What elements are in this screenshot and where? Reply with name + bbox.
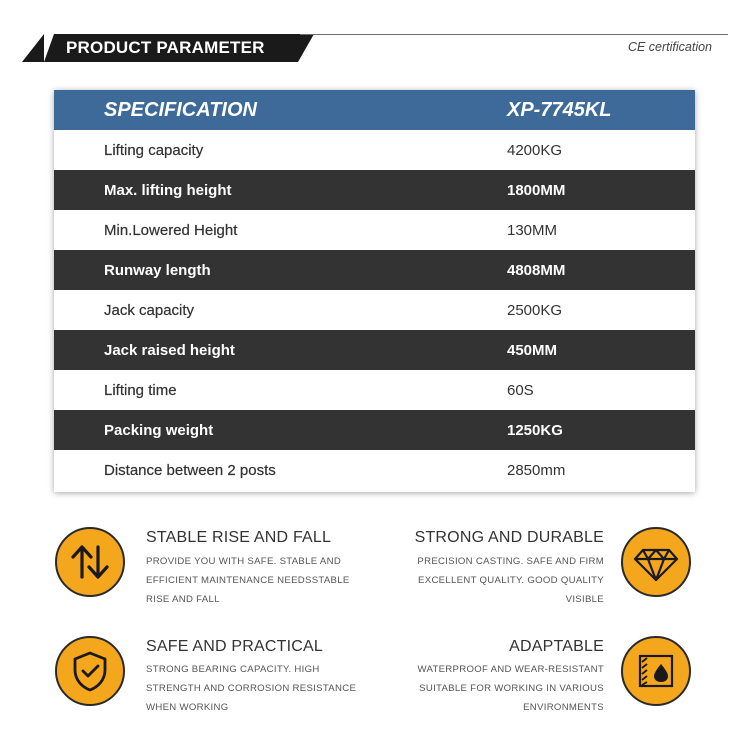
table-row bbox=[54, 170, 695, 210]
feature-desc-line: EXCELLENT QUALITY. GOOD QUALITY bbox=[418, 575, 604, 586]
header-divider bbox=[300, 34, 728, 35]
feature-desc-line: STRONG BEARING CAPACITY. HIGH bbox=[146, 664, 320, 675]
table-header bbox=[54, 90, 695, 130]
page-title: PRODUCT PARAMETER bbox=[66, 38, 265, 57]
row-value: 2500KG bbox=[507, 302, 563, 319]
row-label: Runway length bbox=[104, 262, 211, 279]
feature-desc-line: VISIBLE bbox=[565, 594, 604, 605]
row-label: Jack raised height bbox=[104, 342, 235, 359]
feature-desc-line: SUITABLE FOR WORKING IN VARIOUS bbox=[419, 683, 604, 694]
feature-description bbox=[417, 660, 604, 717]
waterproof-icon bbox=[621, 636, 691, 706]
row-value: 2850mm bbox=[507, 462, 566, 479]
row-value: 60S bbox=[507, 382, 534, 399]
feature-title: SAFE AND PRACTICAL bbox=[146, 638, 323, 655]
row-label: Packing weight bbox=[104, 422, 214, 439]
table-row bbox=[54, 370, 695, 410]
table-row bbox=[54, 290, 695, 330]
up-down-arrows-icon bbox=[55, 527, 125, 597]
feature-desc-line: EFFICIENT MAINTENANCE NEEDSSTABLE bbox=[146, 575, 350, 586]
feature-desc-line: WATERPROOF AND WEAR-RESISTANT bbox=[417, 664, 604, 675]
row-value: 1800MM bbox=[507, 182, 566, 199]
diamond-icon bbox=[621, 527, 691, 597]
feature-title: ADAPTABLE bbox=[509, 638, 604, 655]
row-value: 450MM bbox=[507, 342, 558, 359]
feature-title: STRONG AND DURABLE bbox=[414, 529, 604, 546]
row-label: Jack capacity bbox=[104, 302, 195, 319]
feature-desc-line: RISE AND FALL bbox=[146, 594, 220, 605]
table-row bbox=[54, 130, 695, 170]
row-value: 4808MM bbox=[507, 262, 566, 279]
feature-title: STABLE RISE AND FALL bbox=[146, 529, 332, 546]
row-label: Min.Lowered Height bbox=[104, 222, 238, 239]
feature-desc-line: ENVIRONMENTS bbox=[523, 702, 604, 713]
shield-check-icon bbox=[55, 636, 125, 706]
table-row bbox=[54, 210, 695, 250]
row-label: Distance between 2 posts bbox=[104, 462, 276, 479]
spec-table bbox=[54, 90, 695, 492]
feature-desc-line: WHEN WORKING bbox=[146, 702, 229, 713]
spec-column-header: SPECIFICATION bbox=[104, 99, 257, 121]
feature-description bbox=[146, 660, 356, 717]
table-row bbox=[54, 250, 695, 290]
table-row bbox=[54, 450, 695, 492]
row-value: 4200KG bbox=[507, 142, 563, 159]
feature-description bbox=[146, 552, 350, 609]
header-accent-triangle bbox=[22, 34, 44, 62]
row-label: Lifting time bbox=[104, 382, 177, 399]
table-row bbox=[54, 410, 695, 450]
row-value: 1250KG bbox=[507, 422, 563, 439]
model-column-header: XP-7745KL bbox=[507, 99, 612, 121]
row-label: Max. lifting height bbox=[104, 182, 232, 199]
certification-label: CE certification bbox=[627, 40, 712, 54]
feature-desc-line: STRENGTH AND CORROSION RESISTANCE bbox=[146, 683, 357, 694]
row-label: Lifting capacity bbox=[104, 142, 204, 159]
feature-description bbox=[417, 552, 604, 609]
feature-desc-line: PRECISION CASTING. SAFE AND FIRM bbox=[417, 556, 604, 567]
row-value: 130MM bbox=[507, 222, 558, 239]
table-row bbox=[54, 330, 695, 370]
feature-desc-line: PROVIDE YOU WITH SAFE. STABLE AND bbox=[146, 556, 342, 567]
